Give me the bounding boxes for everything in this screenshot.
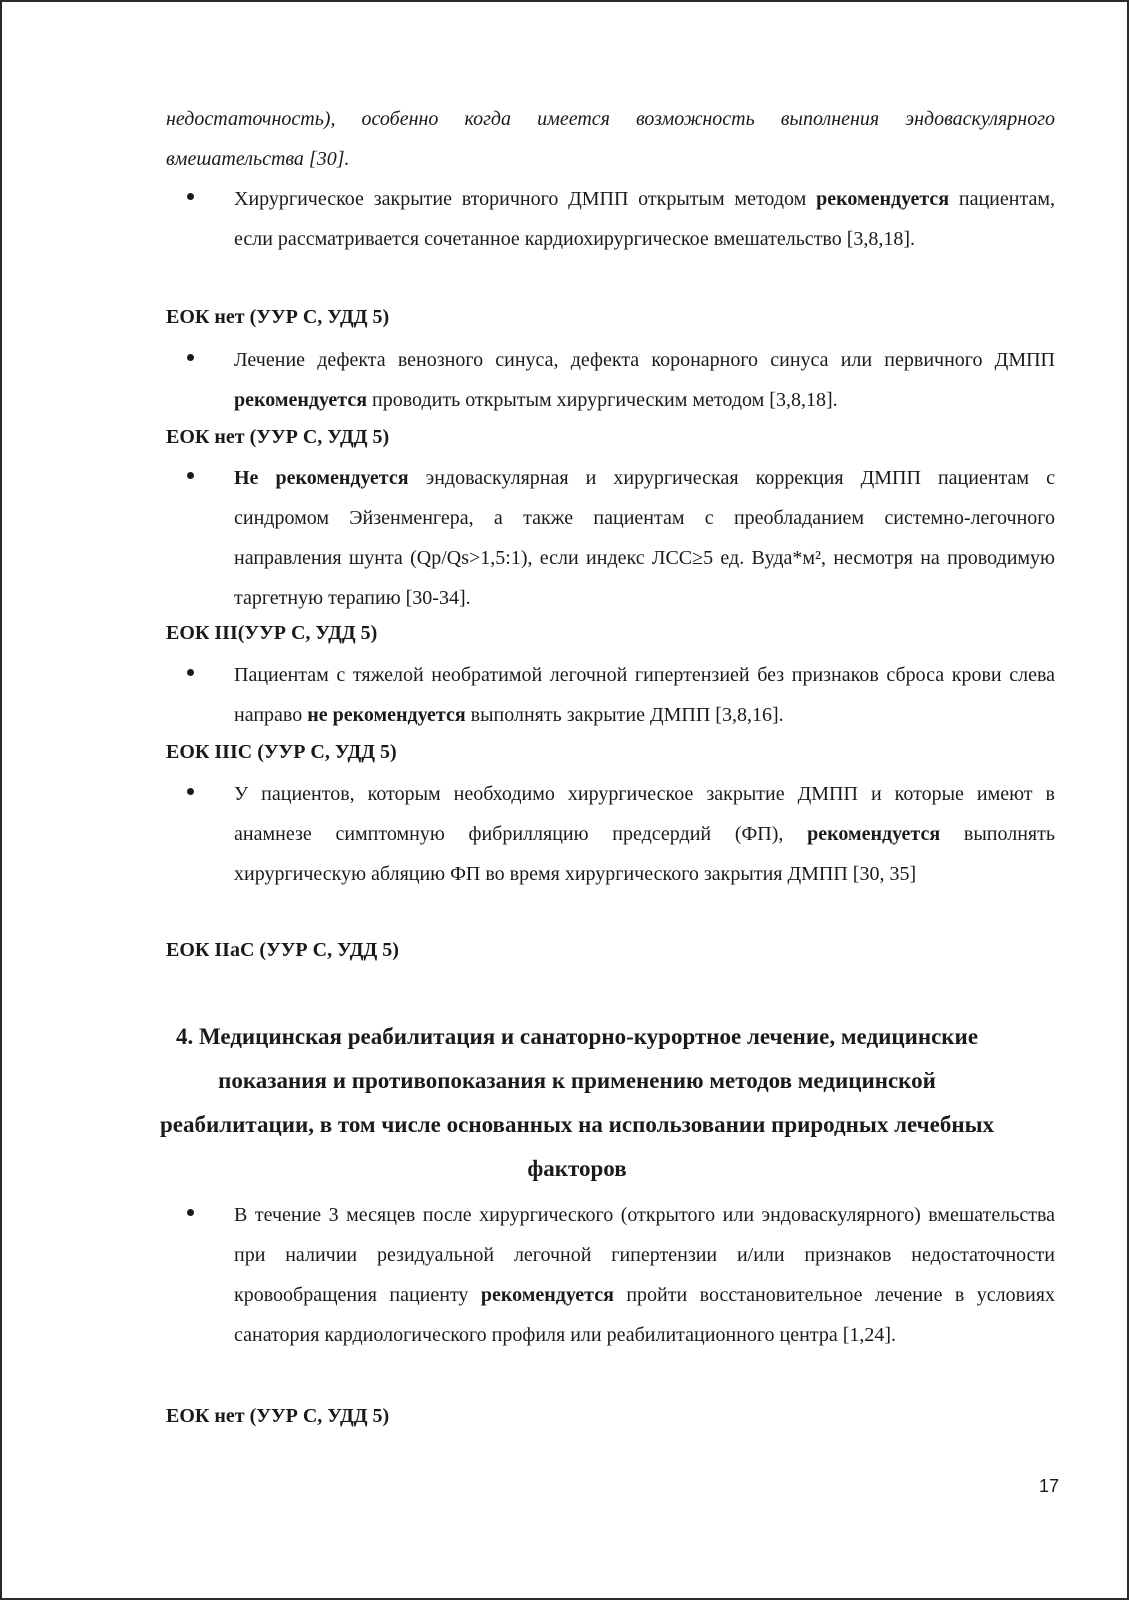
recommendation-text: Не рекомендуется эндоваскулярная и хирургическая коррекция ДМПП пациентам с синдромом Эйзенменгера, а также пациентам с преобладанием системно-легочного направления шунта (Qp/Qs>1,5:1), если индекс ЛСС≥5 ед. Вуда*м², несмотря на проводимую таргетную терапию [30-34]. (234, 467, 1056, 609)
bullet-icon (187, 788, 194, 795)
recommendation-item (187, 1195, 1055, 1355)
recommendation-item (187, 458, 1055, 618)
section-heading: 4. Медицинская реабилитация и санаторно-курортное лечение, медицинские показания и противопоказания к применению методов медицинской реабилитации, в том числе основанных на использовании природных лечебных факторов (159, 1024, 995, 1181)
bullet-icon (187, 669, 194, 676)
continuation-paragraph: недостаточность), особенно когда имеется возможность выполнения эндоваскулярного вмешательства [30]. (166, 108, 1055, 170)
evidence-level: ЕОК нет (УУР С, УДД 5) (166, 426, 390, 448)
recommendation-text: Хирургическое закрытие вторичного ДМПП открытым методом рекомендуется пациентам, если рассматривается сочетанное кардиохирургическое вмешательство [3,8,18]. (234, 188, 1055, 250)
evidence-level: ЕОК IIIC (УУР С, УДД 5) (166, 741, 397, 763)
evidence-level: ЕОК нет (УУР С, УДД 5) (166, 306, 390, 328)
recommendation-item (187, 774, 1055, 894)
evidence-level: ЕОК III(УУР С, УДД 5) (166, 622, 378, 644)
recommendation-item (187, 655, 1055, 735)
recommendation-text: Пациентам с тяжелой необратимой легочной гипертензией без признаков сброса крови слева направо не рекомендуется выполнять закрытие ДМПП [3,8,16]. (234, 664, 1055, 726)
recommendation-item (187, 340, 1055, 420)
bullet-icon (187, 193, 194, 200)
bullet-icon (187, 472, 194, 479)
page-number: 17 (1038, 1476, 1059, 1496)
bullet-icon (187, 354, 194, 361)
recommendation-text: Лечение дефекта венозного синуса, дефекта коронарного синуса или первичного ДМПП рекомендуется проводить открытым хирургическим методом [3,8,18]. (234, 349, 1055, 411)
recommendation-item (187, 179, 1055, 259)
recommendation-text: У пациентов, которым необходимо хирургическое закрытие ДМПП и которые имеют в анамнезе симптомную фибрилляцию предсердий (ФП), рекомендуется выполнять хирургическую абляцию ФП во время хирургического закрытия ДМПП [30, 35] (234, 783, 1055, 885)
evidence-level: ЕОК IIaC (УУР С, УДД 5) (166, 939, 399, 961)
bullet-icon (187, 1209, 194, 1216)
evidence-level: ЕОК нет (УУР С, УДД 5) (166, 1405, 390, 1427)
recommendation-text: В течение 3 месяцев после хирургического (открытого или эндоваскулярного) вмешательства при наличии резидуальной легочной гипертензии и/или признаков недостаточности кровообращения пациенту рекомендуется пройти восстановительное лечение в условиях санатория кардиологического профиля или реабилитационного центра [1,24]. (234, 1204, 1055, 1346)
